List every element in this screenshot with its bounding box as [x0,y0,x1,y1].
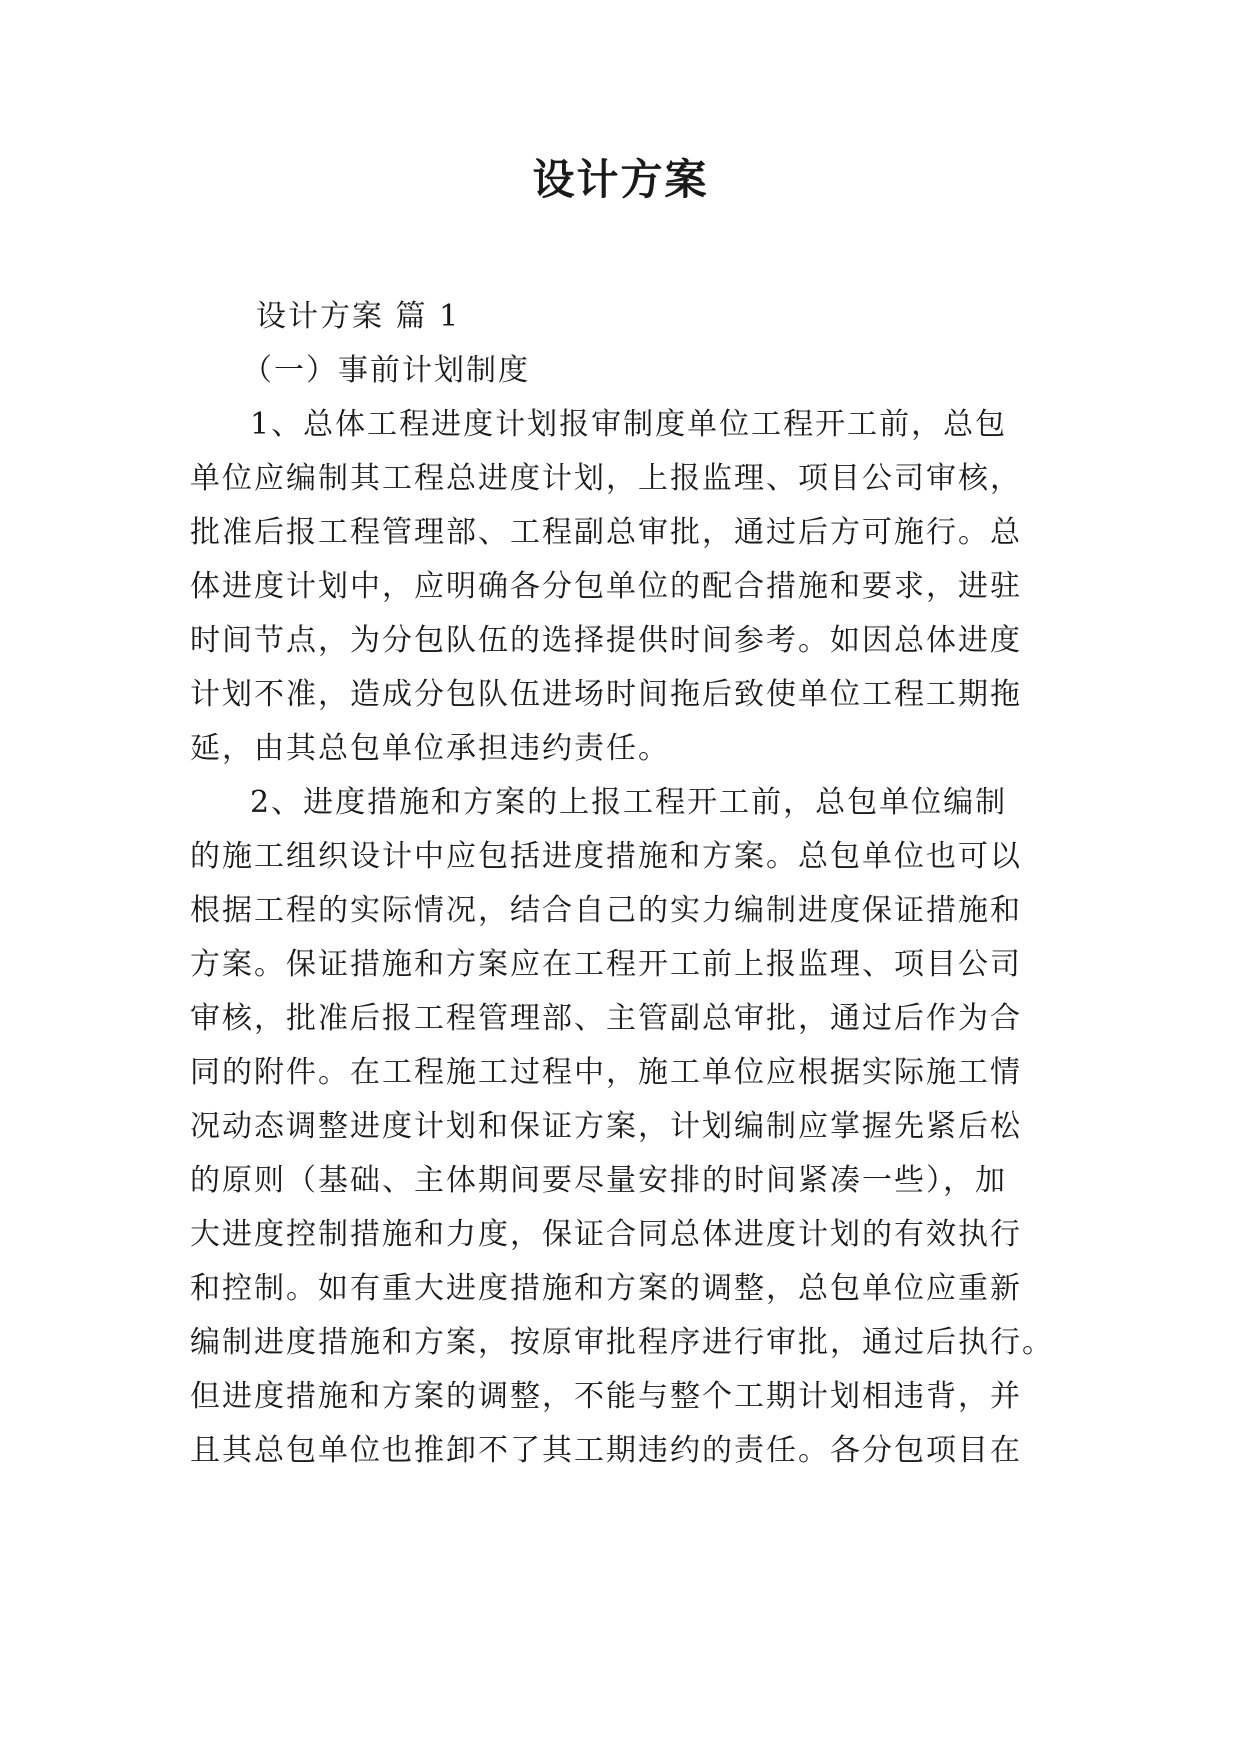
paragraph-line: 单位应编制其工程总进度计划，上报监理、项目公司审核， [190,461,1022,496]
paragraph-line: 的施工组织设计中应包括进度措施和方案。总包单位也可以 [190,839,1022,874]
paragraph-line: 况动态调整进度计划和保证方案，计划编制应掌握先紧后松 [190,1109,1022,1144]
paragraph-line: 方案。保证措施和方案应在工程开工前上报监理、项目公司 [190,947,1022,982]
paragraph-line: 批准后报工程管理部、工程副总审批，通过后方可施行。总 [190,515,1022,550]
document-title: 设计方案 [532,155,709,204]
subtitle: 设计方案 篇 1 [256,299,461,334]
paragraph-line: 体进度计划中，应明确各分包单位的配合措施和要求，进驻 [190,569,1022,604]
paragraph-line: 大进度控制措施和力度，保证合同总体进度计划的有效执行 [190,1217,1022,1252]
paragraph-line: 的原则（基础、主体期间要尽量安排的时间紧凑一些），加 [190,1163,1007,1198]
paragraph-line: 且其总包单位也推卸不了其工期违约的责任。各分包项目在 [190,1433,1022,1468]
paragraph-line: 计划不准，造成分包队伍进场时间拖后致使单位工程工期拖 [190,677,1022,712]
paragraph-line: 审核，批准后报工程管理部、主管副总审批，通过后作为合 [190,1001,1022,1036]
paragraph-line: 和控制。如有重大进度措施和方案的调整，总包单位应重新 [190,1271,1022,1306]
paragraph-line: 编制进度措施和方案，按原审批程序进行审批，通过后执行。 [190,1325,1054,1360]
paragraph-line: 同的附件。在工程施工过程中，施工单位应根据实际施工情 [190,1055,1022,1090]
paragraph-line: 时间节点，为分包队伍的选择提供时间参考。如因总体进度 [190,623,1022,658]
paragraph-line: 但进度措施和方案的调整，不能与整个工期计划相违背，并 [190,1379,1022,1414]
document-body [190,290,1052,1478]
paragraph-1 [190,398,1052,776]
paragraph-2 [190,776,1052,1478]
paragraph-line: 延，由其总包单位承担违约责任。 [190,731,670,766]
section-heading: （一）事前计划制度 [242,353,530,388]
paragraph-line: 根据工程的实际情况，结合自己的实力编制进度保证措施和 [190,893,1022,928]
paragraph-line: 1、总体工程进度计划报审制度单位工程开工前，总包 [250,407,1008,442]
paragraph-line: 2、进度措施和方案的上报工程开工前，总包单位编制 [250,785,1008,820]
